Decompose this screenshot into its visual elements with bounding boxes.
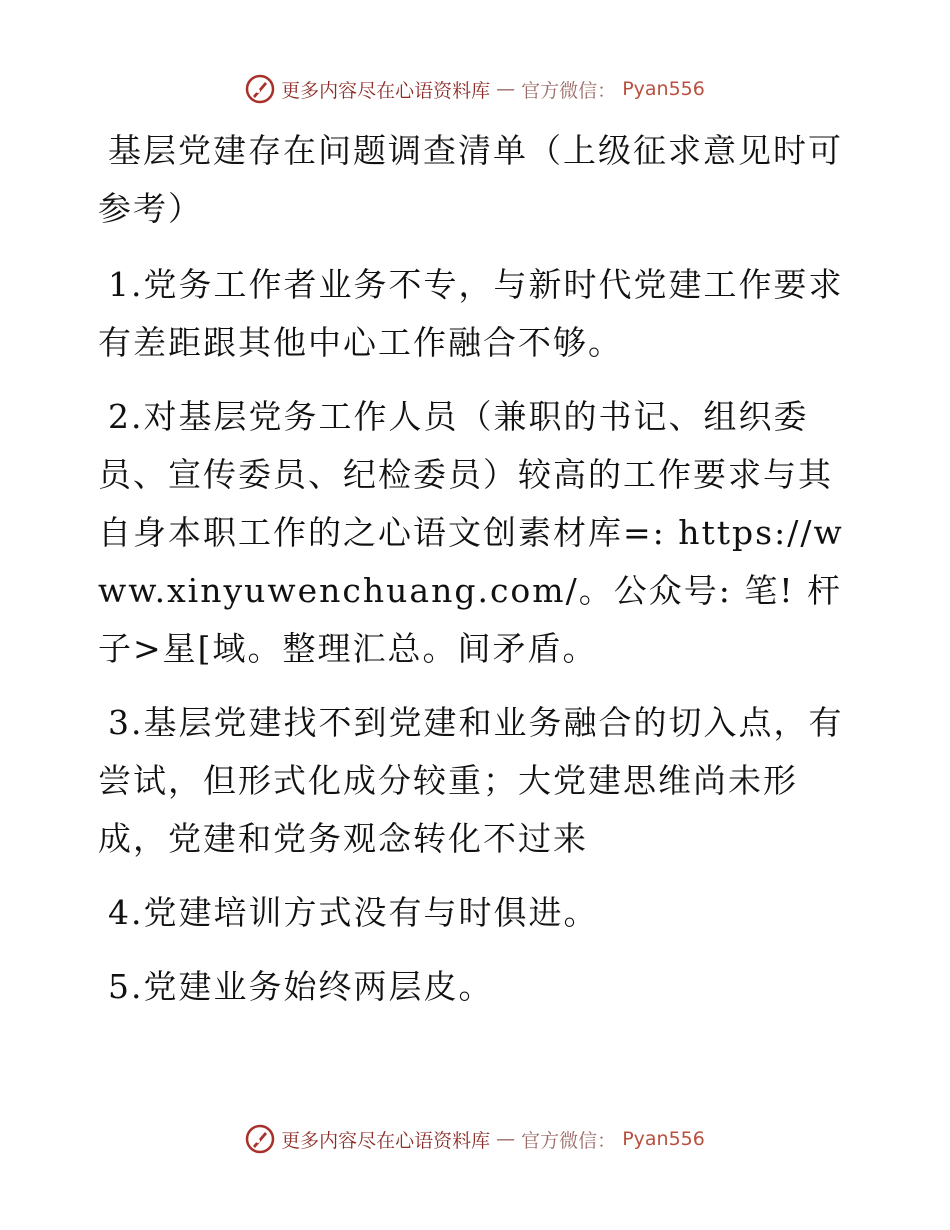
feather-pen-icon — [245, 1124, 275, 1154]
watermark-wechat-id: Pyan556 — [622, 78, 705, 100]
watermark-dash: — — [496, 78, 516, 100]
document-body — [98, 122, 858, 1032]
header-watermark — [0, 74, 950, 104]
watermark-main-text: 更多内容尽在心语资料库 — [281, 1129, 491, 1152]
list-item-4: 4.党建培训方式没有与时俱进。 — [108, 893, 599, 932]
list-item-3: 3.基层党建找不到党建和业务融合的切入点，有尝试，但形式化成分较重；大党建思维尚未形成，党建和党务观念转化不过来 — [98, 703, 844, 858]
list-item-5: 5.党建业务始终两层皮。 — [108, 967, 494, 1006]
list-item-1: 1.党务工作者业务不专，与新时代党建工作要求有差距跟其他中心工作融合不够。 — [98, 265, 844, 362]
watermark-wechat-id: Pyan556 — [622, 1128, 705, 1150]
feather-pen-icon — [245, 74, 275, 104]
watermark-dash: — — [496, 1128, 516, 1150]
watermark-main-text: 更多内容尽在心语资料库 — [281, 79, 491, 102]
list-item-2: 2.对基层党务工作人员（兼职的书记、组织委员、宣传委员、纪检委员）较高的工作要求与其自身本职工作的之心语文创素材库=: https://www.xinyuwenchuang.com/。公众号: 笔! 杆子>星[域。整理汇总。间矛盾。 — [98, 397, 844, 668]
watermark-wechat-label: 官方微信： — [521, 79, 617, 102]
footer-watermark — [0, 1124, 950, 1154]
watermark-wechat-label: 官方微信： — [521, 1129, 617, 1152]
document-title: 基层党建存在问题调查清单（上级征求意见时可参考） — [98, 131, 843, 228]
